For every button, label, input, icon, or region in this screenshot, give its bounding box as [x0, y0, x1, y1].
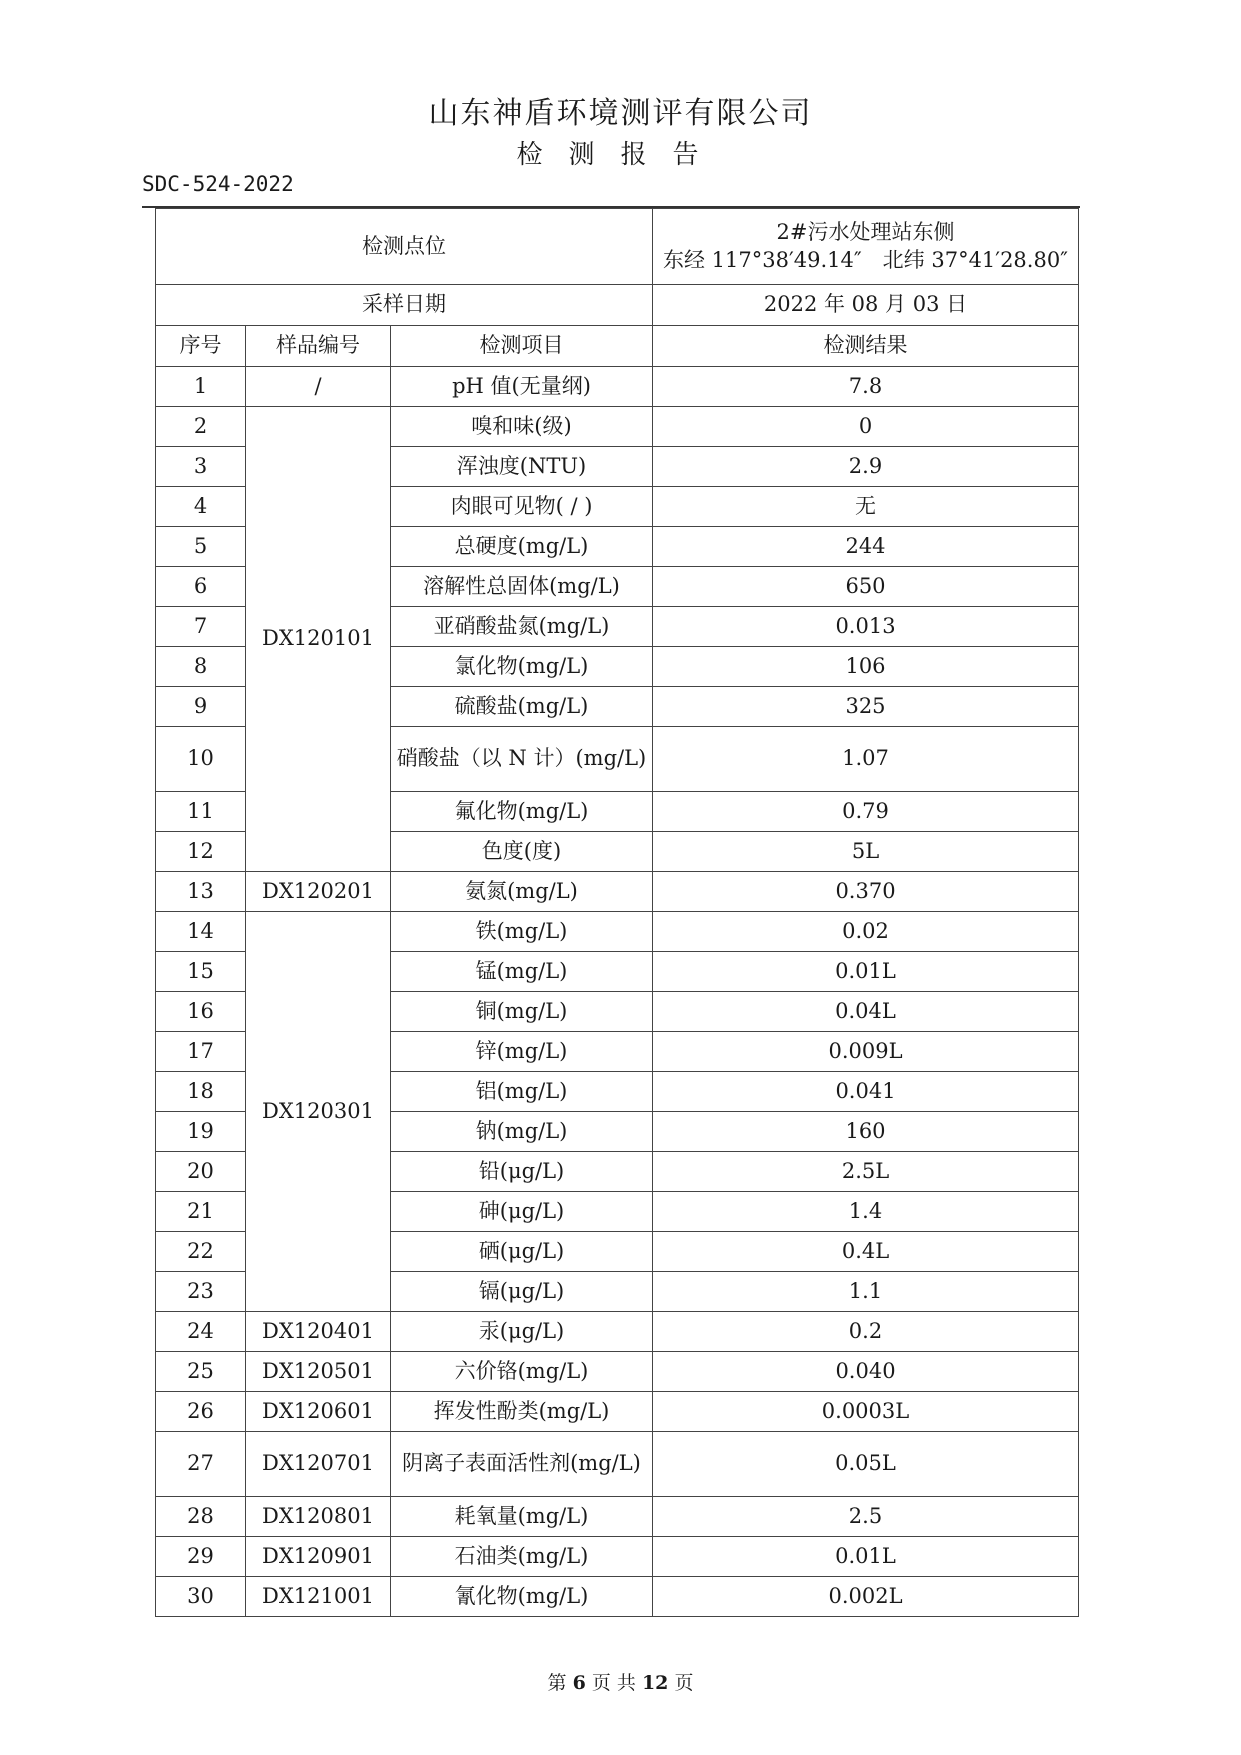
test-result: 160: [653, 1112, 1079, 1152]
test-item: 亚硝酸盐氮(mg/L): [391, 607, 653, 647]
table-row: [156, 1432, 1079, 1497]
test-result: 0.04L: [653, 992, 1079, 1032]
test-item: 铅(μg/L): [391, 1152, 653, 1192]
row-no: 29: [156, 1537, 246, 1577]
row-no: 7: [156, 607, 246, 647]
sample-id: DX120901: [246, 1537, 391, 1577]
test-item: 氰化物(mg/L): [391, 1577, 653, 1617]
row-no: 12: [156, 832, 246, 872]
test-item: 硝酸盐（以 N 计）(mg/L): [391, 727, 653, 792]
row-no: 4: [156, 487, 246, 527]
table-row: [156, 1352, 1079, 1392]
test-item: 六价铬(mg/L): [391, 1352, 653, 1392]
test-item: 铜(mg/L): [391, 992, 653, 1032]
row-no: 10: [156, 727, 246, 792]
test-result: 0.0003L: [653, 1392, 1079, 1432]
test-result: 0.02: [653, 912, 1079, 952]
column-header-row: [156, 326, 1079, 367]
test-result: 0.01L: [653, 1537, 1079, 1577]
sample-id: DX120801: [246, 1497, 391, 1537]
row-no: 24: [156, 1312, 246, 1352]
test-item: 氯化物(mg/L): [391, 647, 653, 687]
row-no: 22: [156, 1232, 246, 1272]
row-no: 14: [156, 912, 246, 952]
report-subtitle: 检测报告: [516, 140, 725, 170]
row-no: 23: [156, 1272, 246, 1312]
test-item: 钠(mg/L): [391, 1112, 653, 1152]
sample-id: DX120301: [246, 912, 391, 1312]
test-item: 砷(μg/L): [391, 1192, 653, 1232]
row-no: 15: [156, 952, 246, 992]
test-item: 硒(μg/L): [391, 1232, 653, 1272]
test-item: 嗅和味(级): [391, 407, 653, 447]
row-no: 27: [156, 1432, 246, 1497]
date-label: 采样日期: [156, 285, 653, 326]
results-table: [155, 208, 1079, 1617]
test-item: 阴离子表面活性剂(mg/L): [391, 1432, 653, 1497]
row-no: 11: [156, 792, 246, 832]
test-result: 0.009L: [653, 1032, 1079, 1072]
test-result: 325: [653, 687, 1079, 727]
footer-suffix: 页: [674, 1672, 694, 1694]
row-no: 28: [156, 1497, 246, 1537]
test-result: 106: [653, 647, 1079, 687]
test-result: 0.79: [653, 792, 1079, 832]
row-no: 26: [156, 1392, 246, 1432]
test-result: 1.1: [653, 1272, 1079, 1312]
date-row: [156, 285, 1079, 326]
test-result: 0.05L: [653, 1432, 1079, 1497]
row-no: 13: [156, 872, 246, 912]
table-row: [156, 1312, 1079, 1352]
sample-id: DX120701: [246, 1432, 391, 1497]
table-row: [156, 1497, 1079, 1537]
row-no: 6: [156, 567, 246, 607]
col-header-item: 检测项目: [391, 326, 653, 367]
test-item: pH 值(无量纲): [391, 367, 653, 407]
row-no: 20: [156, 1152, 246, 1192]
col-header-result: 检测结果: [653, 326, 1079, 367]
test-result: 0.013: [653, 607, 1079, 647]
location-value: [653, 209, 1079, 285]
test-result: 0: [653, 407, 1079, 447]
table-row: [156, 1577, 1079, 1617]
test-item: 铝(mg/L): [391, 1072, 653, 1112]
table-row: [156, 912, 1079, 952]
test-item: 锰(mg/L): [391, 952, 653, 992]
test-item: 浑浊度(NTU): [391, 447, 653, 487]
test-item: 锌(mg/L): [391, 1032, 653, 1072]
sample-id: DX120201: [246, 872, 391, 912]
row-no: 9: [156, 687, 246, 727]
location-coords: 东经 117°38′49.14″ 北纬 37°41′28.80″: [662, 247, 1069, 272]
test-result: 0.370: [653, 872, 1079, 912]
test-result: 2.5L: [653, 1152, 1079, 1192]
footer-mid: 页 共: [591, 1672, 636, 1694]
table-row: [156, 407, 1079, 447]
test-result: 0.002L: [653, 1577, 1079, 1617]
test-result: 5L: [653, 832, 1079, 872]
table-row: [156, 872, 1079, 912]
test-result: 无: [653, 487, 1079, 527]
test-result: 0.4L: [653, 1232, 1079, 1272]
test-result: 0.041: [653, 1072, 1079, 1112]
row-no: 8: [156, 647, 246, 687]
report-number: SDC-524-2022: [142, 172, 294, 196]
test-item: 硫酸盐(mg/L): [391, 687, 653, 727]
test-result: 2.5: [653, 1497, 1079, 1537]
date-value: 2022 年 08 月 03 日: [653, 285, 1079, 326]
row-no: 5: [156, 527, 246, 567]
company-name: 山东神盾环境测评有限公司: [428, 96, 813, 131]
test-result: 0.2: [653, 1312, 1079, 1352]
sample-id: DX120601: [246, 1392, 391, 1432]
test-item: 氨氮(mg/L): [391, 872, 653, 912]
location-name: 2#污水处理站东侧: [776, 220, 955, 245]
col-header-no: 序号: [156, 326, 246, 367]
sample-id: DX120101: [246, 407, 391, 872]
test-item: 铁(mg/L): [391, 912, 653, 952]
test-item: 氟化物(mg/L): [391, 792, 653, 832]
location-row: [156, 209, 1079, 285]
sample-id: DX120501: [246, 1352, 391, 1392]
row-no: 17: [156, 1032, 246, 1072]
row-no: 19: [156, 1112, 246, 1152]
sample-id: DX120401: [246, 1312, 391, 1352]
test-item: 色度(度): [391, 832, 653, 872]
test-item: 总硬度(mg/L): [391, 527, 653, 567]
test-result: 7.8: [653, 367, 1079, 407]
test-result: 0.040: [653, 1352, 1079, 1392]
test-item: 挥发性酚类(mg/L): [391, 1392, 653, 1432]
row-no: 30: [156, 1577, 246, 1617]
test-item: 溶解性总固体(mg/L): [391, 567, 653, 607]
test-result: 650: [653, 567, 1079, 607]
page-footer: [0, 1668, 1241, 1695]
test-result: 0.01L: [653, 952, 1079, 992]
row-no: 25: [156, 1352, 246, 1392]
row-no: 16: [156, 992, 246, 1032]
test-result: 1.4: [653, 1192, 1079, 1232]
footer-prefix: 第: [547, 1672, 567, 1694]
sample-id: /: [246, 367, 391, 407]
footer-page-number: 6: [572, 1672, 586, 1694]
footer-total-pages: 12: [641, 1672, 669, 1694]
test-result: 2.9: [653, 447, 1079, 487]
sample-id: DX121001: [246, 1577, 391, 1617]
test-item: 镉(μg/L): [391, 1272, 653, 1312]
test-item: 汞(μg/L): [391, 1312, 653, 1352]
table-row: [156, 367, 1079, 407]
location-label: 检测点位: [156, 209, 653, 285]
test-item: 肉眼可见物( / ): [391, 487, 653, 527]
row-no: 3: [156, 447, 246, 487]
test-item: 石油类(mg/L): [391, 1537, 653, 1577]
row-no: 2: [156, 407, 246, 447]
row-no: 21: [156, 1192, 246, 1232]
test-result: 244: [653, 527, 1079, 567]
table-row: [156, 1537, 1079, 1577]
row-no: 1: [156, 367, 246, 407]
col-header-sample: 样品编号: [246, 326, 391, 367]
test-item: 耗氧量(mg/L): [391, 1497, 653, 1537]
table-row: [156, 1392, 1079, 1432]
test-result: 1.07: [653, 727, 1079, 792]
row-no: 18: [156, 1072, 246, 1112]
